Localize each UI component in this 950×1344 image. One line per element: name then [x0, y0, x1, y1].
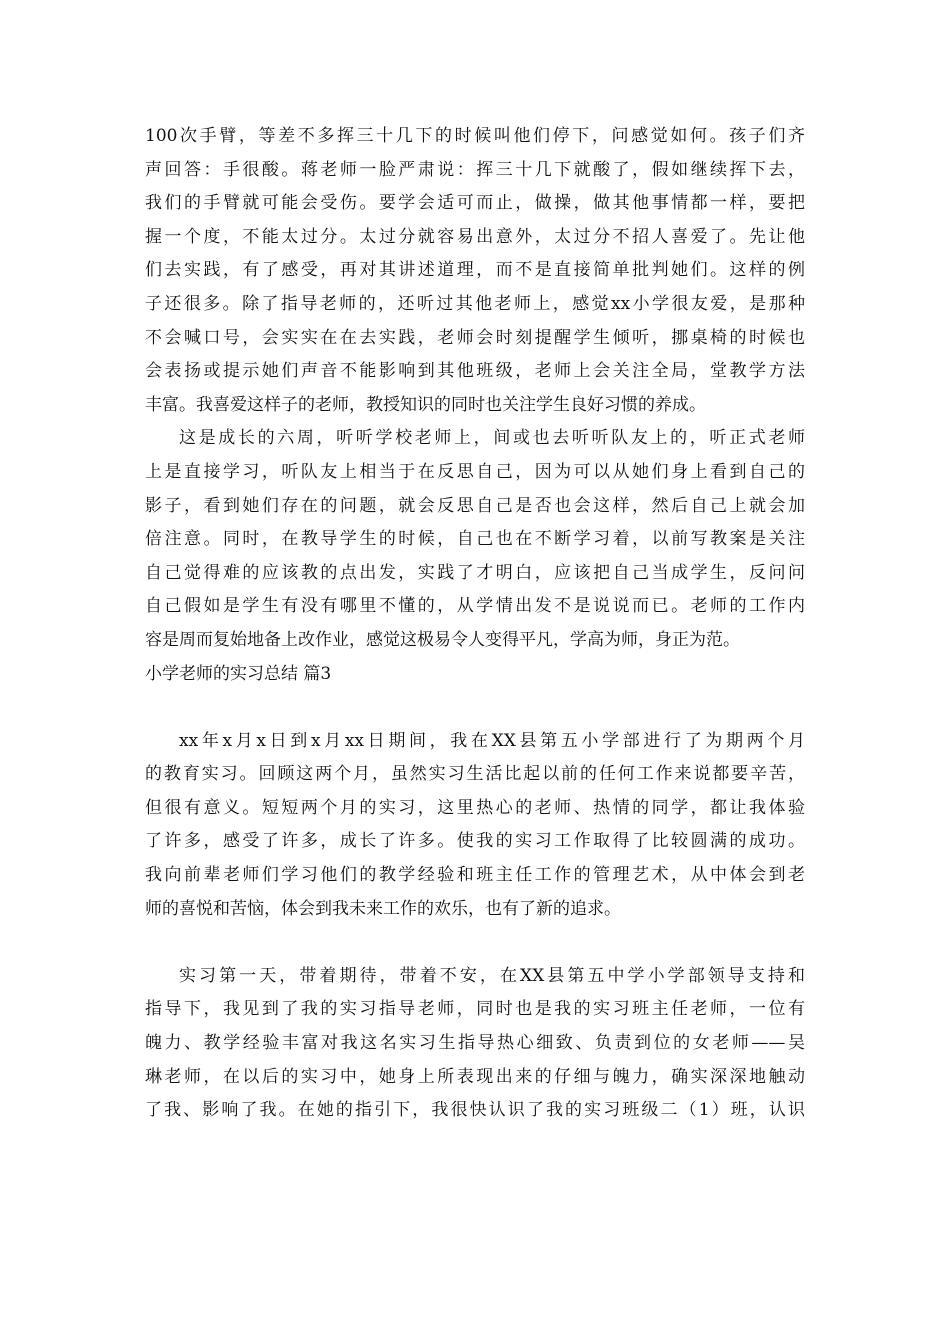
blank-line [145, 926, 805, 960]
text-line: 了许多，感受了许多，成长了许多。使我的实习工作取得了比较圆满的成功。 [145, 831, 805, 852]
text-line: 自己假如是学生有没有哪里不懂的，从学情出发不是说说而已。老师的工作内 [145, 596, 805, 617]
text-line: xx年x月x日到x月xx日期间，我在XX县第五小学部进行了为期两个月 [179, 730, 805, 751]
text-line: 魄力、教学经验丰富对我这名实习生指导热心细致、负责到位的女老师——吴 [145, 1033, 805, 1054]
text-line: 实习第一天，带着期待，带着不安，在XX县第五中学小学部领导支持和 [179, 965, 805, 986]
section-heading: 小学老师的实习总结 篇3 [145, 663, 332, 684]
text-line: 琳老师，在以后的实习中，她身上所表现出来的仔细与魄力，确实深深地触动 [145, 1066, 805, 1087]
text-line: 子还很多。除了指导老师的，还听过其他老师上，感觉xx小学很友爱，是那种 [145, 293, 805, 314]
text-line: 我们的手臂就可能会受伤。要学会适可而止，做操，做其他事情都一样，要把 [145, 193, 805, 214]
text-line: 丰富。我喜爱这样子的老师，教授知识的同时也关注学生良好习惯的养成。 [145, 394, 706, 415]
paragraph-3 [145, 725, 805, 927]
text-line: 倍注意。同时，在教导学生的时候，自己也在不断学习着，以前写教案是关注 [145, 529, 805, 550]
text-line: 声回答：手很酸。蒋老师一脸严肃说：挥三十几下就酸了，假如继续挥下去， [145, 159, 805, 180]
text-line: 指导下，我见到了我的实习指导老师，同时也是我的实习班主任老师，一位有 [145, 999, 805, 1020]
text-line: 的教育实习。回顾这两个月，虽然实习生活比起以前的任何工作来说都要辛苦， [145, 764, 805, 785]
text-line: 自己觉得难的应该教的点出发，实践了才明白，应该把自己当成学生，反问问 [145, 562, 805, 583]
text-line: 上是直接学习，听队友上相当于在反思自己，因为可以从她们身上看到自己的 [145, 461, 805, 482]
document-body [145, 120, 805, 1128]
blank-line [145, 691, 805, 725]
paragraph-4 [145, 960, 805, 1128]
text-line: 们去实践，有了感受，再对其讲述道理，而不是直接简单批判她们。这样的例 [145, 260, 805, 281]
text-line: 师的喜悦和苦恼，体会到我未来工作的欢乐，也有了新的追求。 [145, 898, 621, 919]
paragraph-1 [145, 120, 805, 422]
text-line: 握一个度，不能太过分。太过分就容易出意外，太过分不招人喜爱了。先让他 [145, 226, 805, 247]
text-line: 不会喊口号，会实实在在去实践，老师会时刻提醒学生倾听，挪桌椅的时候也 [145, 327, 805, 348]
text-line: 100次手臂，等差不多挥三十几下的时候叫他们停下，问感觉如何。孩子们齐 [145, 126, 805, 146]
text-line: 会表扬或提示她们声音不能影响到其他班级，老师上会关注全局，堂教学方法 [145, 361, 805, 382]
text-line: 了我、影响了我。在她的指引下，我很快认识了我的实习班级二（1）班，认识 [145, 1100, 805, 1121]
text-line: 但很有意义。短短两个月的实习，这里热心的老师、热情的同学，都让我体验 [145, 797, 805, 818]
paragraph-2 [145, 422, 805, 657]
text-line: 这是成长的六周，听听学校老师上，间或也去听听队友上的，听正式老师 [179, 428, 805, 449]
text-line: 我向前辈老师们学习他们的教学经验和班主任工作的管理艺术，从中体会到老 [145, 865, 805, 886]
text-line: 影子，看到她们存在的问题，就会反思自己是否也会这样，然后自己上就会加 [145, 495, 805, 516]
text-line: 容是周而复始地备上改作业，感觉这极易令人变得平凡，学高为师，身正为范。 [145, 629, 740, 650]
